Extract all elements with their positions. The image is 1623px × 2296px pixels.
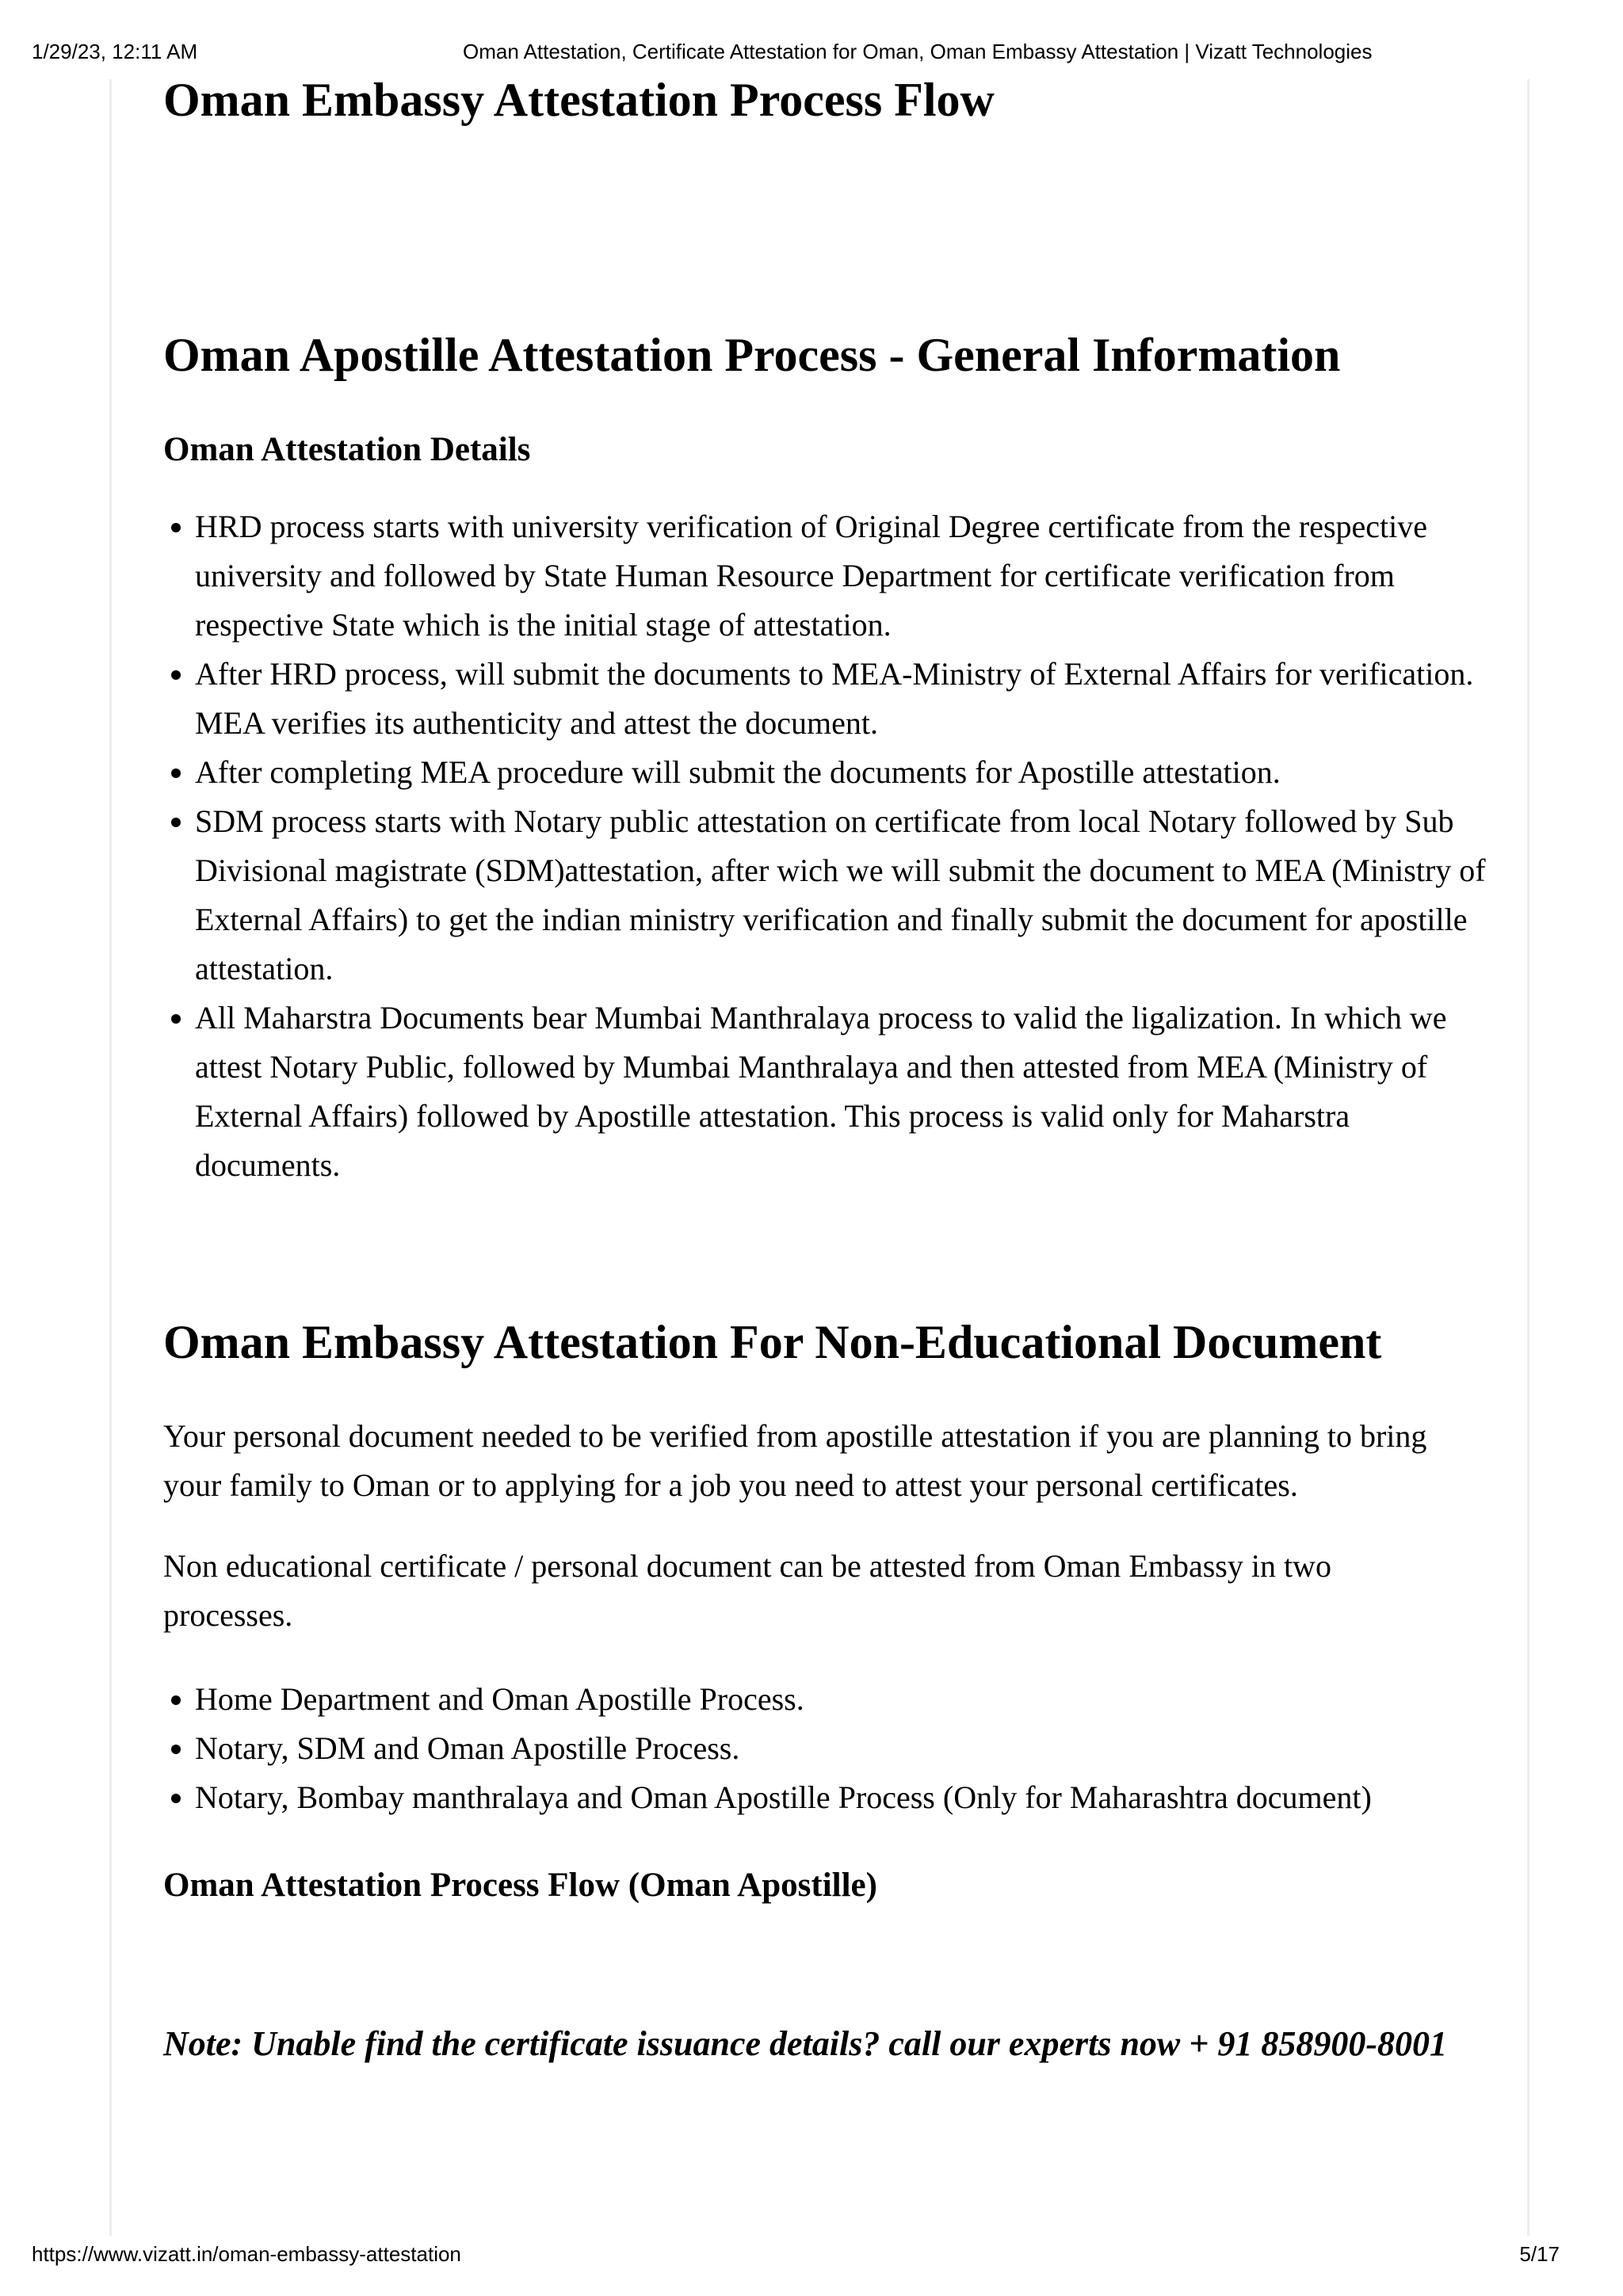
list-item: Notary, Bombay manthralaya and Oman Apostille Process (Only for Maharashtra document)	[195, 1773, 1495, 1822]
print-footer	[0, 2242, 1623, 2267]
list-item: Notary, SDM and Oman Apostille Process.	[195, 1724, 1495, 1773]
apostille-flow-heading: Oman Attestation Process Flow (Oman Apostille)	[163, 1867, 877, 1904]
list-item: All Maharstra Documents bear Mumbai Manthralaya process to valid the ligalization. In which we attest Notary Public, followed by Mumbai Manthralaya and then attested from MEA (Ministry of External Affairs) followed by Apostille attestation. This process is valid only for Maharstra documents.	[195, 994, 1495, 1190]
two-processes-paragraph: Non educational certificate / personal document can be attested from Oman Embassy in two processes.	[163, 1548, 1331, 1633]
attestation-details-heading: Oman Attestation Details	[163, 431, 531, 468]
list-item: After HRD process, will submit the documents to MEA-Ministry of External Affairs for verification. MEA verifies its authenticity and attest the document.	[195, 650, 1495, 748]
page-number: 5/17	[1519, 2242, 1560, 2266]
personal-document-paragraph: Your personal document needed to be verified from apostille attestation if you are planning to bring your family to Oman or to applying for a job you need to attest your personal certificates.	[163, 1418, 1427, 1503]
list-item: SDM process starts with Notary public attestation on certificate from local Notary followed by Sub Divisional magistrate (SDM)attestation, after wich we will submit the document to MEA (Ministry of External Affairs) to get the indian ministry verification and finally submit the document for apostille attestation.	[195, 797, 1495, 994]
general-information-heading: Oman Apostille Attestation Process - General Information	[163, 329, 1341, 381]
print-header	[0, 40, 1623, 65]
process-options-list	[163, 1675, 1495, 1822]
print-datetime: 1/29/23, 12:11 AM	[32, 40, 198, 63]
list-item: After completing MEA procedure will submit the documents for Apostille attestation.	[195, 748, 1495, 797]
list-item: HRD process starts with university verification of Original Degree certificate from the respective university and followed by State Human Resource Department for certificate verification from respective State which is the initial stage of attestation.	[195, 502, 1495, 650]
non-educational-heading: Oman Embassy Attestation For Non-Educational Document	[163, 1316, 1382, 1368]
attestation-details-list	[163, 502, 1495, 1190]
print-url: https://www.vizatt.in/oman-embassy-attestation	[32, 2242, 461, 2266]
list-item: Home Department and Oman Apostille Process.	[195, 1675, 1495, 1724]
contact-note: Note: Unable find the certificate issuance details? call our experts now + 91 858900-8001	[163, 2024, 1447, 2063]
process-flow-heading: Oman Embassy Attestation Process Flow	[163, 74, 995, 126]
print-page-title: Oman Attestation, Certificate Attestation for Oman, Oman Embassy Attestation | Vizatt Technologies	[463, 40, 1373, 63]
